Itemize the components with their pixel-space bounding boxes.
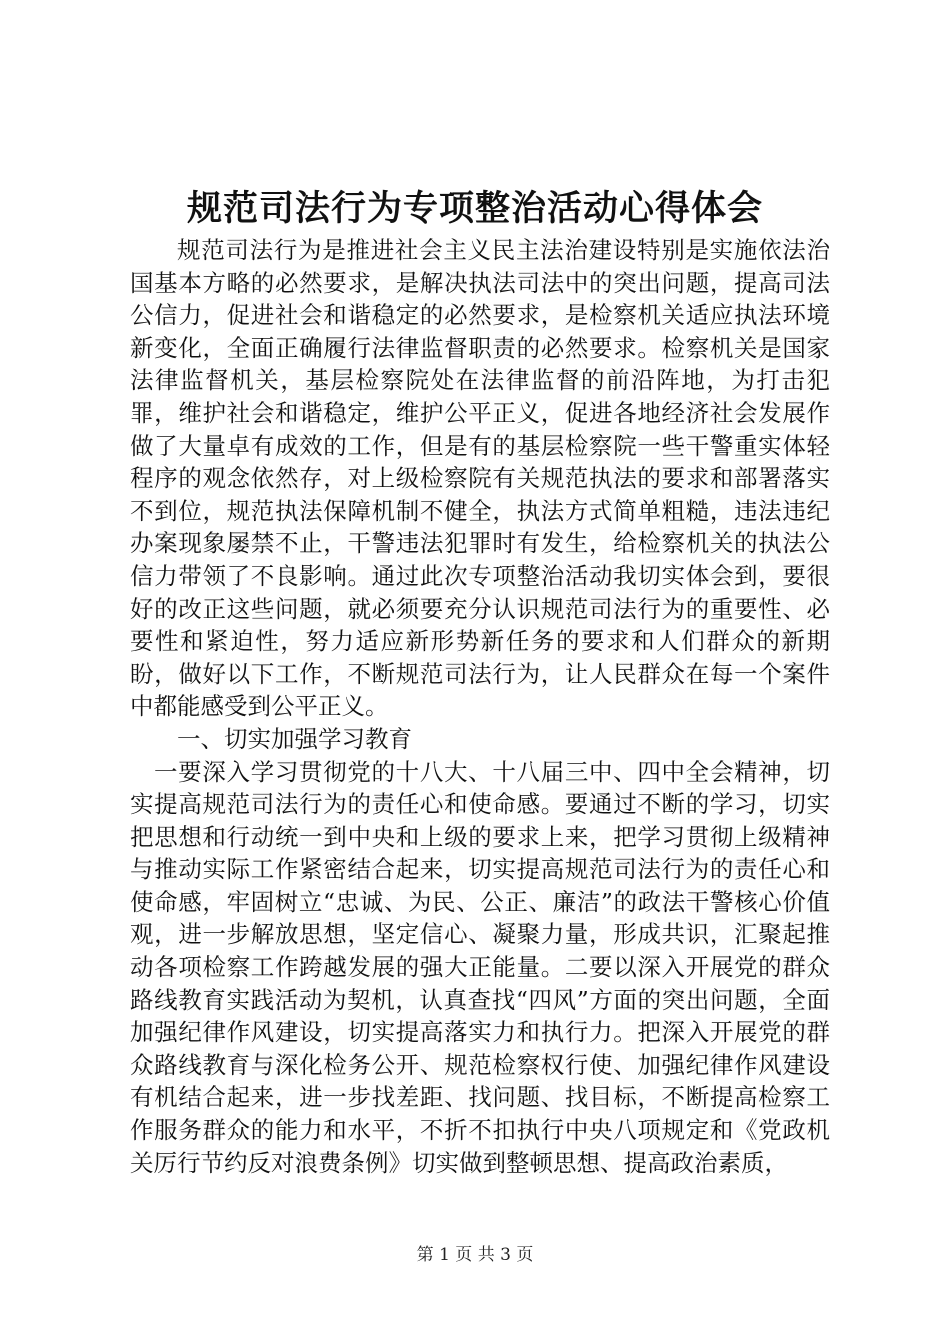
page-footer: 第 1 页 共 3 页 <box>416 1245 534 1265</box>
section-heading: 一、切实加强学习教育 <box>177 724 412 753</box>
intro-paragraph: 规范司法行为是推进社会主义民主法治建设特别是实施依法治国基本方略的必然要求，是解决执法司法中的突出问题，提高司法公信力，促进社会和谐稳定的必然要求，是检察机关适应执法环境新变化，全面正确履行法律监督职责的必然要求。检察机关是国家法律监督机关，基层检察院处在法律监督的前沿阵地，为打击犯罪，维护社会和谐稳定，维护公平正义，促进各地经济社会发展作做了大量卓有成效的工作，但是有的基层检察院一些干警重实体轻程序的观念依然存，对上级检察院有关规范执法的要求和部署落实不到位，规范执法保障机制不健全，执法方式简单粗糙，违法违纪办案现象屡禁不止，干警违法犯罪时有发生，给检察机关的执法公信力带领了不良影响。通过此次专项整治活动我切实体会到，要很好的改正这些问题，就必须要充分认识规范司法行为的重要性、必要性和紧迫性，努力适应新形势新任务的要求和人们群众的新期盼，做好以下工作，不断规范司法行为，让人民群众在每一个案件中都能感受到公平正义。 <box>130 236 830 721</box>
document-title: 规范司法行为专项整治活动心得体会 <box>186 188 763 229</box>
document-body <box>130 234 830 1179</box>
section-paragraph: 一要深入学习贯彻党的十八大、十八届三中、四中全会精神，切实提高规范司法行为的责任心和使命感。要通过不断的学习，切实把思想和行动统一到中央和上级的要求上来，把学习贯彻上级精神与推动实际工作紧密结合起来，切实提高规范司法行为的责任心和使命感，牢固树立“忠诚、为民、公正、廉洁”的政法干警核心价值观，进一步解放思想，坚定信心、凝聚力量，形成共识，汇聚起推动各项检察工作跨越发展的强大正能量。二要以深入开展党的群众路线教育实践活动为契机，认真查找“四风”方面的突出问题，全面加强纪律作风建设，切实提高落实力和执行力。把深入开展党的群众路线教育与深化检务公开、规范检察权行使、加强纪律作风建设有机结合起来，进一步找差距、找问题、找目标，不断提高检察工作服务群众的能力和水平，不折不扣执行中央八项规定和《党政机关厉行节约反对浪费条例》切实做到整顿思想、提高政治素质， <box>130 757 830 1177</box>
